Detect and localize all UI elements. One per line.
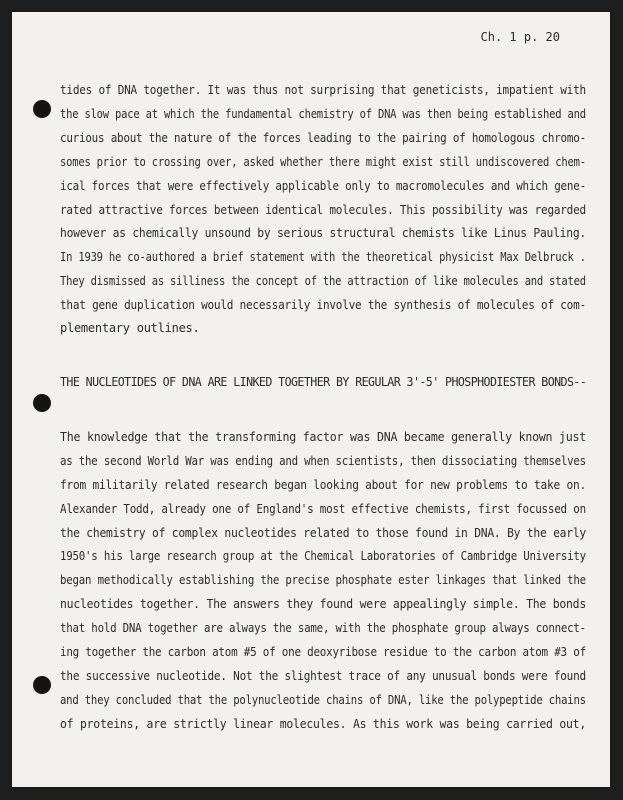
text-line: began methodically establishing the precise phosphate ester linkages that linked the — [60, 573, 586, 587]
text-line: The knowledge that the transforming factor was DNA became generally known just — [60, 430, 587, 444]
text-line: ing together the carbon atom #5 of one deoxyribose residue to the carbon atom #3 of — [60, 645, 586, 659]
typed-manuscript-page — [12, 12, 610, 787]
text-line: and they concluded that the polynucleotide chains of DNA, like the polypeptide chains — [60, 693, 586, 707]
page-reference: Ch. 1 p. 20 — [480, 30, 560, 44]
section-heading: THE NUCLEOTIDES OF DNA ARE LINKED TOGETHER BY REGULAR 3'-5' PHOSPHODIESTER BONDS-- — [60, 375, 587, 389]
text-line: Alexander Todd, already one of England's most effective chemists, first focussed on — [60, 502, 586, 516]
text-line: however as chemically unsound by serious structural chemists like Linus Pauling. — [60, 226, 586, 240]
text-line: the successive nucleotide. Not the slightest trace of any unusual bonds were found — [60, 669, 586, 683]
text-line: ical forces that were effectively applicable only to macromolecules and which gene- — [60, 179, 586, 193]
binder-hole — [33, 100, 51, 118]
text-line: tides of DNA together. It was thus not surprising that geneticists, impatient with — [60, 83, 586, 97]
text-line: somes prior to crossing over, asked whether there might exist still undiscovered chem- — [60, 155, 586, 169]
text-line: In 1939 he co-authored a brief statement with the theoretical physicist Max Delbruck . — [60, 250, 586, 264]
text-line: that gene duplication would necessarily involve the synthesis of molecules of com- — [60, 298, 586, 312]
text-line: the chemistry of complex nucleotides related to those found in DNA. By the early — [60, 526, 586, 540]
text-line: from militarily related research began looking about for new problems to take on. — [60, 478, 586, 492]
text-line: plementary outlines. — [60, 321, 200, 335]
text-line: the slow pace at which the fundamental chemistry of DNA was then being established and — [60, 107, 586, 121]
binder-hole — [33, 394, 51, 412]
text-line: as the second World War was ending and when scientists, then dissociating themselves — [60, 454, 586, 468]
text-line: of proteins, are strictly linear molecules. As this work was being carried out, — [60, 717, 586, 731]
binder-hole — [33, 676, 51, 694]
text-line: 1950's his large research group at the Chemical Laboratories of Cambridge University — [60, 549, 586, 563]
text-line: nucleotides together. The answers they found were appealingly simple. The bonds — [60, 597, 586, 611]
text-line: that hold DNA together are always the same, with the phosphate group always connect- — [60, 621, 586, 635]
text-line: rated attractive forces between identical molecules. This possibility was regarded — [60, 203, 586, 217]
text-line: They dismissed as silliness the concept of the attraction of like molecules and stated — [60, 274, 586, 288]
text-line: curious about the nature of the forces leading to the pairing of homologous chromo- — [60, 131, 586, 145]
